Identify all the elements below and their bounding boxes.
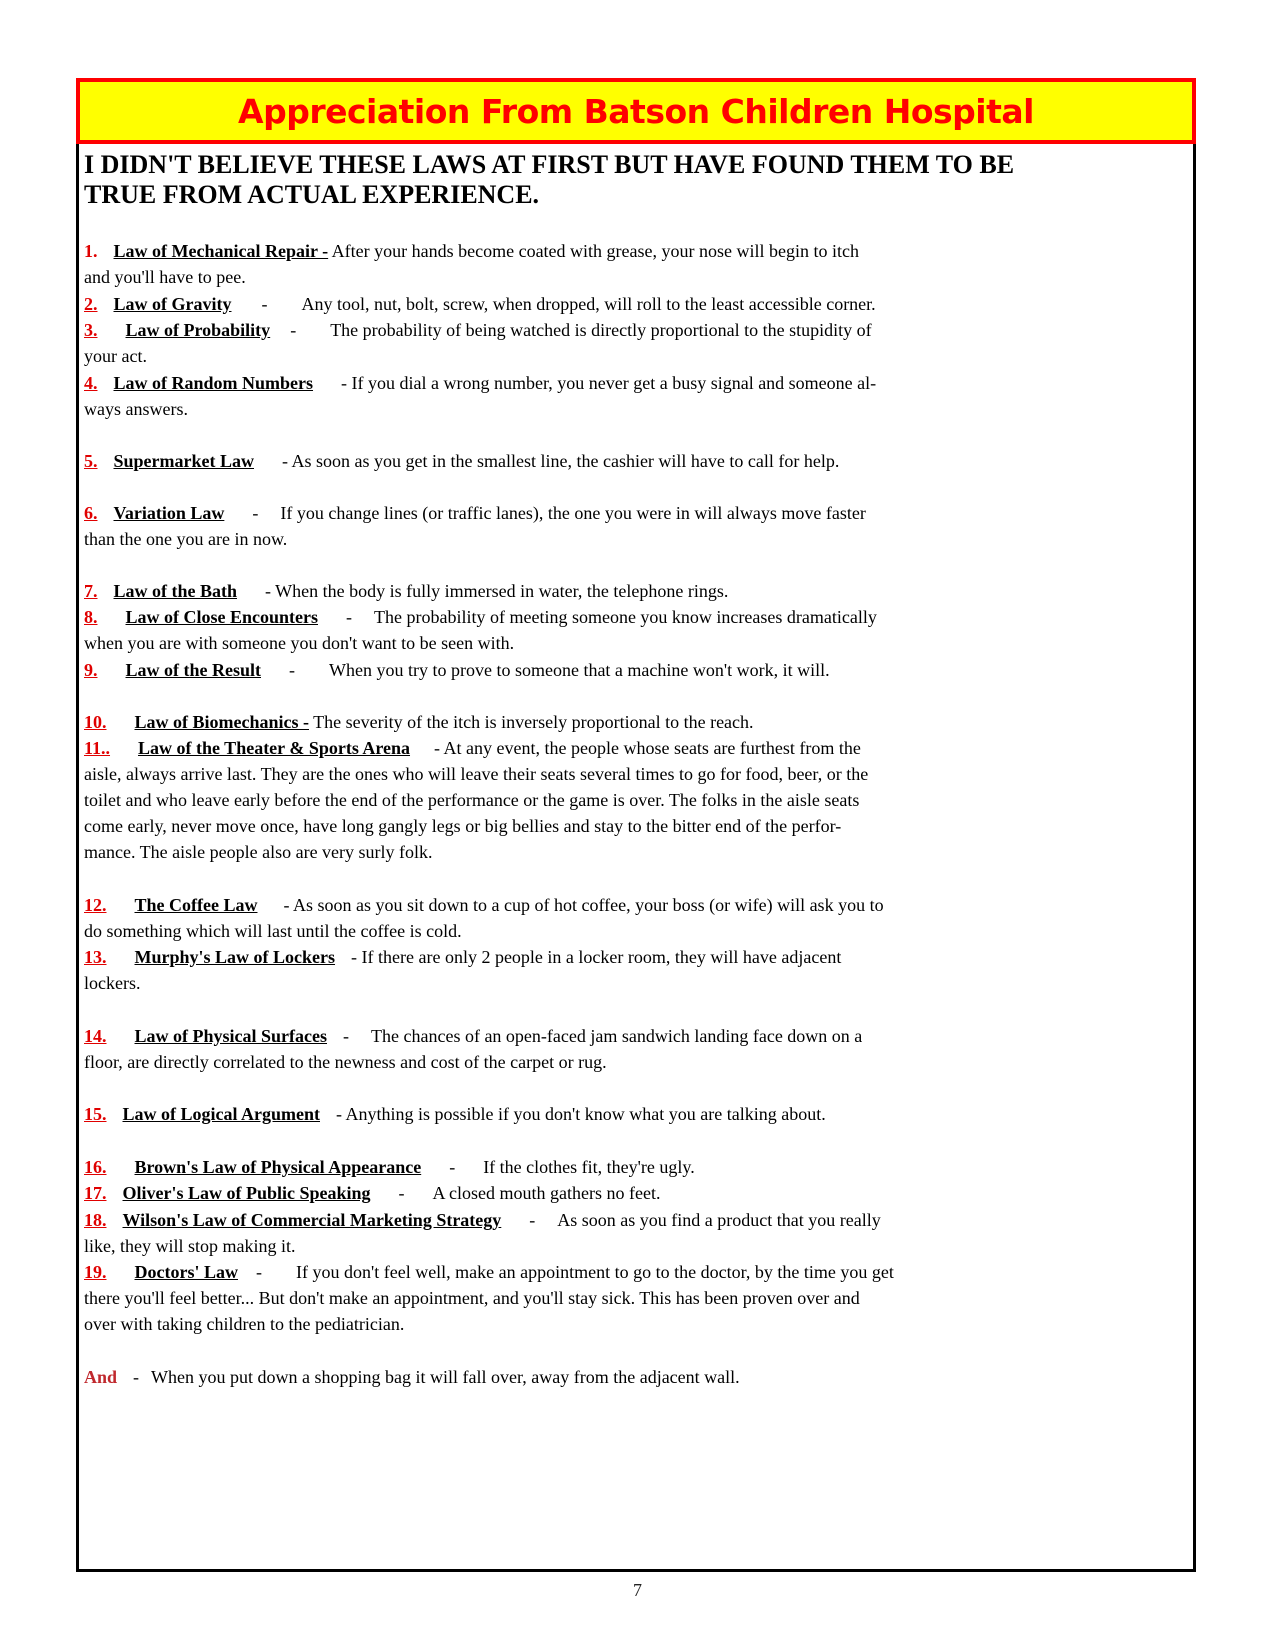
law-separator: - [398, 1183, 405, 1203]
law-number: 3. [84, 320, 98, 340]
law-title: Law of the Bath [113, 581, 238, 601]
law-title: Law of the Theater & Sports Arena [138, 738, 411, 758]
law-continuation: mance. The aisle people also are very surly folk. [84, 842, 433, 862]
title-banner [76, 78, 1196, 144]
law-text: The severity of the itch is inversely proportional to the reach. [309, 712, 754, 732]
law-continuation: lockers. [84, 973, 141, 993]
law-item [84, 735, 1194, 761]
page-title: Appreciation From Batson Children Hospital [238, 91, 1034, 131]
law-item [84, 291, 1194, 317]
law-item [84, 944, 1194, 970]
law-number: 14. [84, 1026, 107, 1046]
law-item [84, 604, 1194, 630]
law-continuation: floor, are directly correlated to the newness and cost of the carpet or rug. [84, 1052, 607, 1072]
law-text: - Anything is possible if you don't know what you are talking about. [336, 1104, 826, 1124]
law-number: 7. [84, 581, 98, 601]
law-number: 16. [84, 1157, 107, 1177]
law-continuation: aisle, always arrive last. They are the ones who will leave their seats several times to go for food, beer, or the [84, 764, 869, 784]
law-text: Any tool, nut, bolt, screw, when dropped, will roll to the least accessible corner. [301, 294, 876, 314]
law-item [84, 500, 1194, 526]
law-number: 1. [84, 241, 98, 261]
law-title: Law of Biomechanics - [134, 712, 309, 732]
law-continuation: and you'll have to pee. [84, 267, 246, 287]
law-number: 13. [84, 947, 107, 967]
law-continuation: come early, never move once, have long gangly legs or big bellies and stay to the bitter end of the perfor- [84, 816, 842, 836]
law-number: 2. [84, 294, 98, 314]
law-item [84, 1023, 1194, 1049]
law-text: The chances of an open-faced jam sandwich landing face down on a [371, 1026, 863, 1046]
law-title: Wilson's Law of Commercial Marketing Strategy [122, 1210, 502, 1230]
law-continuation: like, they will stop making it. [84, 1236, 296, 1256]
law-text: After your hands become coated with grease, your nose will begin to itch [328, 241, 859, 261]
law-text: - If there are only 2 people in a locker room, they will have adjacent [351, 947, 842, 967]
law-title: Murphy's Law of Lockers [134, 947, 336, 967]
law-separator: - [529, 1210, 536, 1230]
law-item [84, 370, 1194, 396]
law-separator: - [261, 294, 268, 314]
law-number: 9. [84, 660, 98, 680]
closing-separator: - [133, 1367, 140, 1387]
law-number: 15. [84, 1104, 107, 1124]
law-text: The probability of being watched is directly proportional to the stupidity of [330, 320, 872, 340]
law-continuation: when you are with someone you don't want to be seen with. [84, 633, 515, 653]
law-title: Law of Close Encounters [125, 607, 318, 627]
law-number: 4. [84, 373, 98, 393]
law-continuation: ways answers. [84, 399, 188, 419]
law-text: - As soon as you get in the smallest line, the cashier will have to call for help. [282, 451, 840, 471]
law-text: A closed mouth gathers no feet. [432, 1183, 661, 1203]
law-title: Law of Physical Surfaces [134, 1026, 327, 1046]
law-separator: - [346, 607, 352, 627]
law-number: 18. [84, 1210, 107, 1230]
law-title: The Coffee Law [134, 895, 258, 915]
law-separator: - [289, 660, 295, 680]
law-number: 5. [84, 451, 98, 471]
law-separator: - [449, 1157, 456, 1177]
law-continuation: than the one you are in now. [84, 529, 288, 549]
law-number: 8. [84, 607, 98, 627]
law-item [84, 1101, 1194, 1127]
law-text: If the clothes fit, they're ugly. [483, 1157, 695, 1177]
law-title: Law of the Result [125, 660, 261, 680]
law-item [84, 238, 1194, 264]
law-text: - At any event, the people whose seats are furthest from the [434, 738, 861, 758]
law-text: The probability of meeting someone you know increases dramatically [374, 607, 877, 627]
law-separator: - [252, 503, 259, 523]
law-title: Variation Law [113, 503, 225, 523]
law-number: 17. [84, 1183, 107, 1203]
law-text: - If you dial a wrong number, you never get a busy signal and someone al- [341, 373, 877, 393]
intro-line-2: TRUE FROM ACTUAL EXPERIENCE. [84, 180, 540, 209]
closing-text: When you put down a shopping bag it will fall over, away from the adjacent wall. [151, 1367, 740, 1387]
law-text: - When the body is fully immersed in water, the telephone rings. [265, 581, 729, 601]
law-item [84, 657, 1194, 683]
law-continuation: your act. [84, 346, 147, 366]
law-text: As soon as you find a product that you really [557, 1210, 881, 1230]
law-title: Supermarket Law [113, 451, 254, 471]
law-text: If you change lines (or traffic lanes), the one you were in will always move faster [280, 503, 866, 523]
law-item [84, 578, 1194, 604]
law-text: - As soon as you sit down to a cup of hot coffee, your boss (or wife) will ask you to [283, 895, 884, 915]
law-number: 6. [84, 503, 98, 523]
law-item [84, 1259, 1194, 1285]
law-continuation: there you'll feel better... But don't make an appointment, and you'll stay sick. This has been proven over and [84, 1288, 860, 1308]
law-number: 10. [84, 712, 107, 732]
law-text: When you try to prove to someone that a machine won't work, it will. [329, 660, 830, 680]
law-title: Law of Logical Argument [122, 1104, 320, 1124]
law-title: Doctors' Law [134, 1262, 238, 1282]
law-title: Oliver's Law of Public Speaking [122, 1183, 371, 1203]
law-separator: - [255, 1262, 262, 1282]
law-title: Law of Mechanical Repair - [113, 241, 329, 261]
closing-item [84, 1364, 1194, 1390]
law-continuation: over with taking children to the pediatrician. [84, 1314, 405, 1334]
law-item [84, 317, 1194, 343]
law-item [84, 448, 1194, 474]
law-number: 12. [84, 895, 107, 915]
intro-line-1: I DIDN'T BELIEVE THESE LAWS AT FIRST BUT HAVE FOUND THEM TO BE [84, 150, 1015, 179]
law-title: Law of Gravity [113, 294, 232, 314]
law-number: 19. [84, 1262, 107, 1282]
law-item [84, 1180, 1194, 1206]
law-continuation: toilet and who leave early before the end of the performance or the game is over. The folks in the aisle seats [84, 790, 860, 810]
law-text: If you don't feel well, make an appointment to go to the doctor, by the time you get [295, 1262, 894, 1282]
law-title: Law of Random Numbers [113, 373, 314, 393]
law-separator: - [343, 1026, 349, 1046]
law-title: Law of Probability [125, 320, 271, 340]
law-item [84, 709, 1194, 735]
law-continuation: do something which will last until the coffee is cold. [84, 921, 462, 941]
page-number: 7 [633, 1580, 642, 1600]
closing-label: And [84, 1367, 118, 1387]
law-separator: - [290, 320, 297, 340]
law-item [84, 892, 1194, 918]
law-title: Brown's Law of Physical Appearance [134, 1157, 422, 1177]
law-number: 11.. [84, 738, 111, 758]
law-item [84, 1207, 1194, 1233]
intro-heading [84, 150, 1184, 210]
law-item [84, 1154, 1194, 1180]
